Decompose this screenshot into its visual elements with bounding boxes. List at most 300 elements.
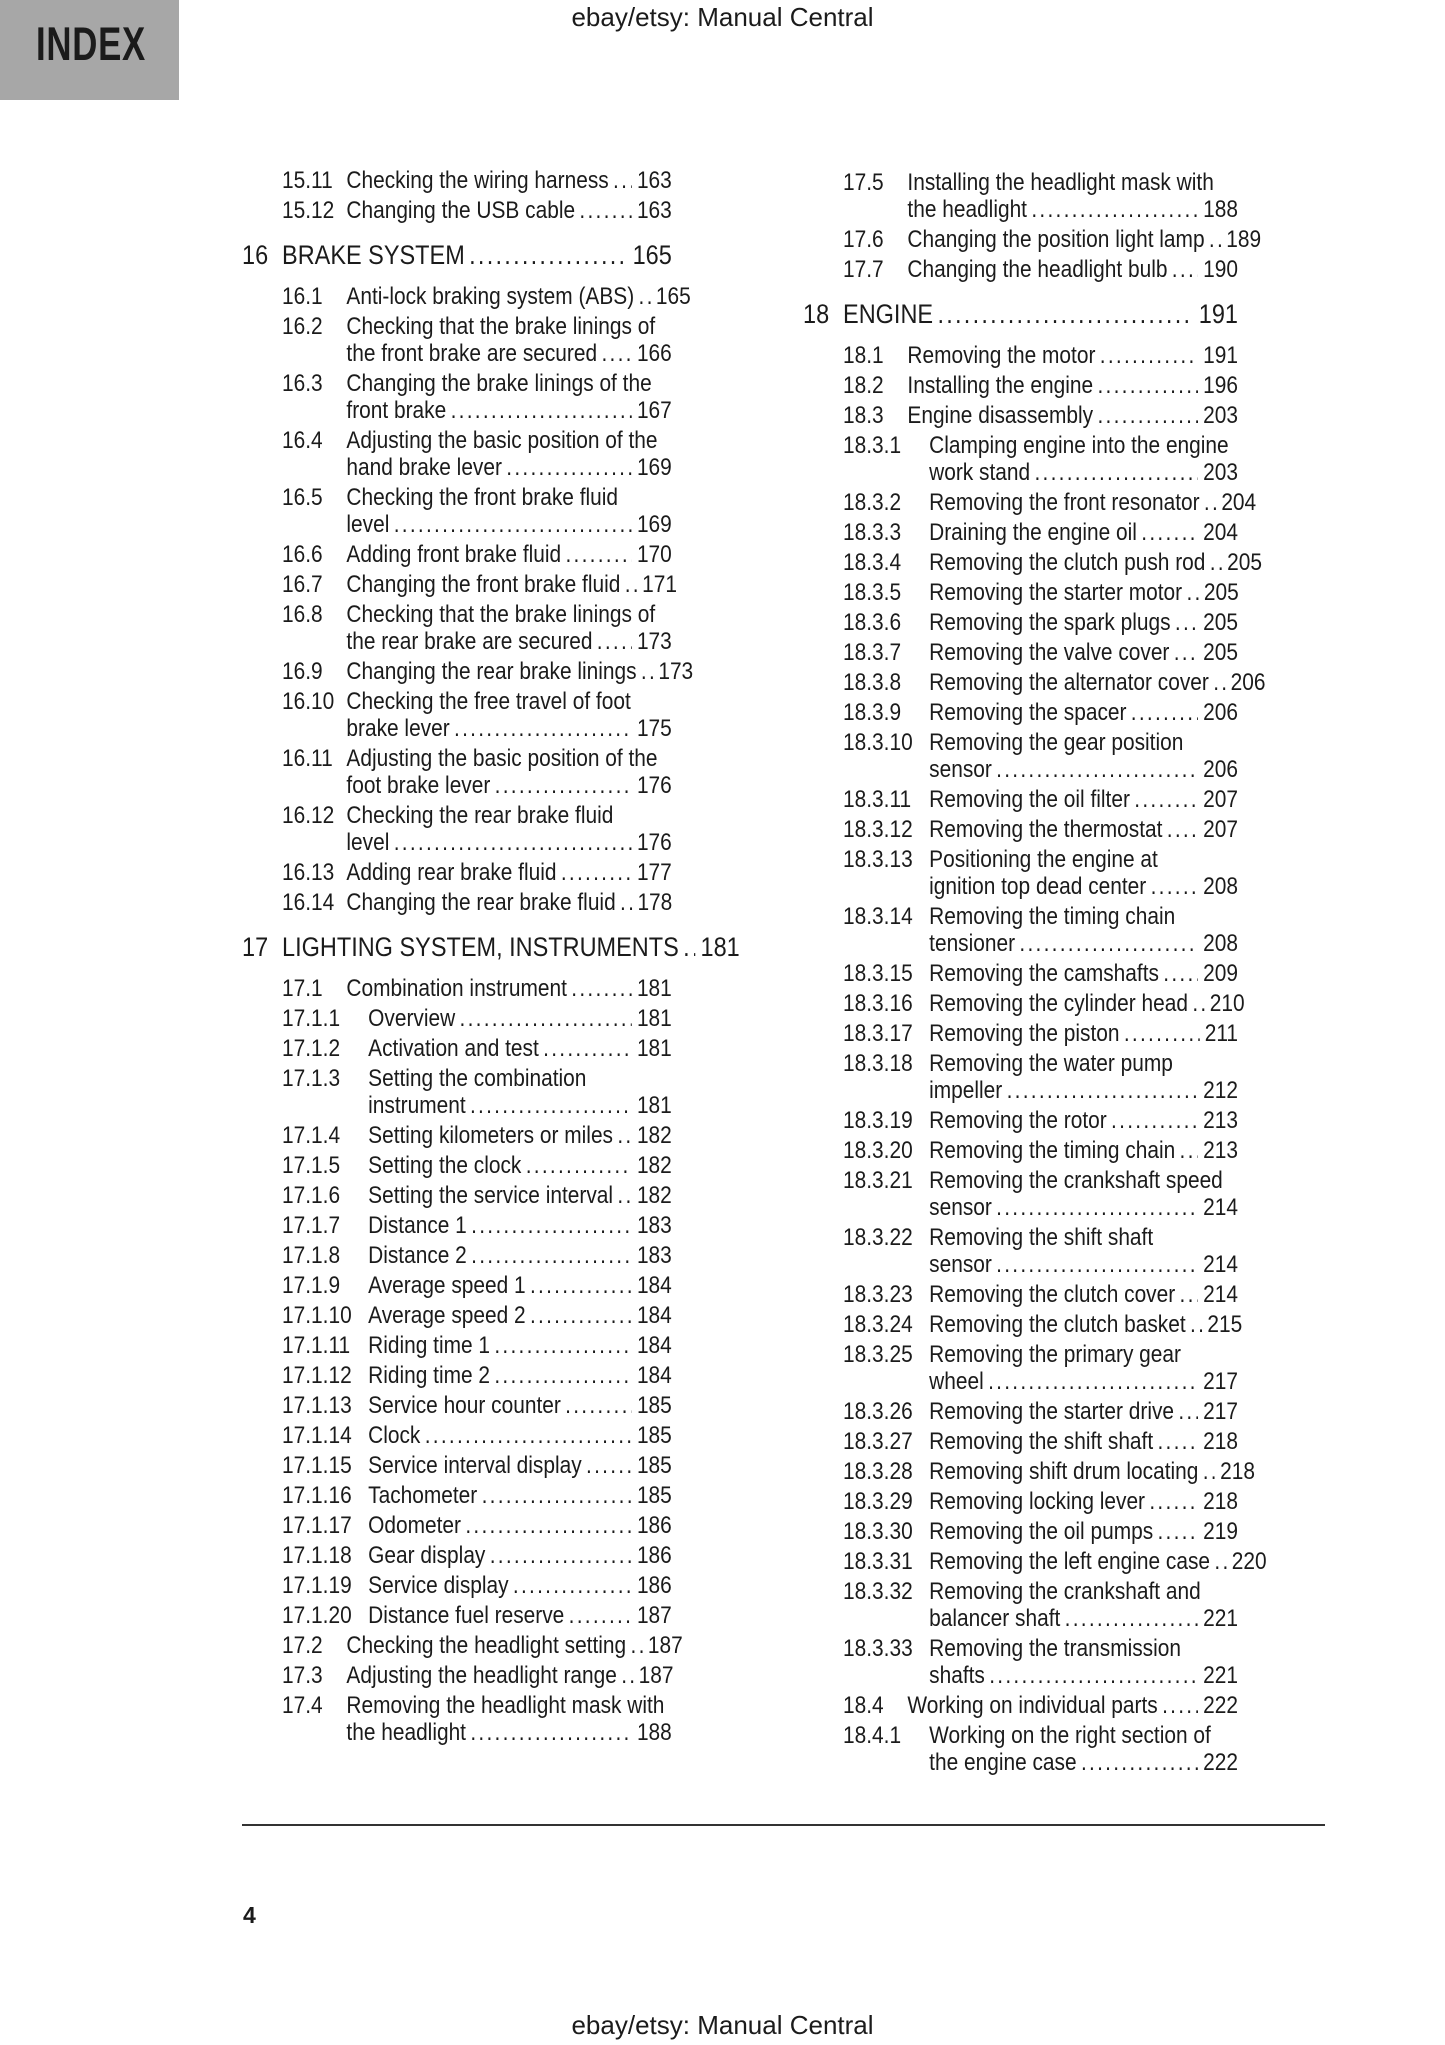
toc-entry-page-number: 178 bbox=[637, 889, 673, 916]
toc-entry-title-line: Working on the right section of bbox=[929, 1722, 1211, 1749]
toc-entry-number: 15.12 bbox=[282, 197, 335, 224]
toc-entry-title: Changing the rear brake linings bbox=[346, 658, 637, 685]
toc-entry-page-number: 165 bbox=[655, 283, 691, 310]
toc-entry-body bbox=[346, 601, 671, 655]
toc-entry bbox=[242, 859, 672, 886]
toc-entry-title: impeller bbox=[929, 1077, 1003, 1104]
toc-entry-title: the front brake are secured bbox=[346, 340, 598, 367]
toc-entry-number: 18.3.13 bbox=[843, 846, 913, 873]
toc-entry-number: 17.1 bbox=[282, 975, 323, 1002]
toc-entry-page-number: 167 bbox=[636, 397, 672, 424]
toc-entry-body bbox=[368, 1152, 672, 1179]
toc-entry-number: 17.3 bbox=[282, 1662, 323, 1689]
toc-entry-body bbox=[929, 609, 1238, 636]
dot-leader bbox=[1141, 519, 1198, 546]
toc-entry-page-number: 177 bbox=[636, 859, 672, 886]
toc-entry-number: 17.1.5 bbox=[282, 1152, 341, 1179]
toc-entry-page-number: 219 bbox=[1203, 1518, 1238, 1545]
toc-entry-page-number: 184 bbox=[636, 1302, 672, 1329]
toc-entry-page-number: 208 bbox=[1203, 873, 1238, 900]
toc-entry-last-line bbox=[929, 609, 1238, 636]
toc-entry-title-line: Checking that the brake linings of bbox=[346, 313, 656, 340]
toc-entry-body bbox=[929, 639, 1238, 666]
toc-entry-last-line bbox=[907, 196, 1238, 223]
toc-entry-title: Removing the clutch basket bbox=[929, 1311, 1186, 1338]
toc-entry-last-line bbox=[346, 975, 671, 1002]
toc-entry-body bbox=[929, 903, 1238, 957]
toc-entry-title: Removing shift drum locating bbox=[929, 1458, 1199, 1485]
dot-leader bbox=[1178, 1398, 1198, 1425]
toc-entry-body bbox=[929, 1722, 1238, 1776]
toc-entry bbox=[803, 699, 1238, 726]
dot-leader bbox=[1204, 489, 1216, 516]
toc-entry-body bbox=[368, 1302, 672, 1329]
toc-entry-body bbox=[929, 960, 1238, 987]
toc-entry-page-number: 171 bbox=[642, 571, 677, 598]
toc-entry-page-number: 204 bbox=[1221, 489, 1257, 516]
toc-entry-number: 18.3.9 bbox=[843, 699, 902, 726]
toc-chapter-entry bbox=[242, 932, 740, 962]
toc-entry-page-number: 181 bbox=[636, 1092, 672, 1119]
toc-entry-page-number: 221 bbox=[1203, 1605, 1238, 1632]
toc-entry bbox=[242, 313, 672, 367]
toc-entry-number: 17.1.7 bbox=[282, 1212, 341, 1239]
toc-entry-page-number: 187 bbox=[636, 1602, 672, 1629]
toc-entry-last-line bbox=[929, 1605, 1238, 1632]
toc-entry-title: shafts bbox=[929, 1662, 985, 1689]
toc-entry-last-line bbox=[907, 342, 1238, 369]
toc-entry-page-number: 222 bbox=[1203, 1692, 1238, 1719]
dot-leader bbox=[394, 511, 632, 538]
toc-entry bbox=[242, 1392, 672, 1419]
toc-entry-title: Setting the service interval bbox=[368, 1182, 614, 1209]
toc-entry-title: Anti-lock braking system (ABS) bbox=[346, 283, 635, 310]
toc-entry-page-number: 165 bbox=[632, 240, 672, 270]
toc-entry-title: Removing the spark plugs bbox=[929, 609, 1171, 636]
toc-entry-page-number: 191 bbox=[1203, 342, 1238, 369]
toc-entry-title-line: Adjusting the basic position of the bbox=[346, 745, 658, 772]
toc-entry-page-number: 215 bbox=[1207, 1311, 1243, 1338]
toc-entry bbox=[803, 786, 1238, 813]
toc-entry-number: 16.3 bbox=[282, 370, 323, 397]
toc-entry-last-line bbox=[929, 669, 1266, 696]
dot-leader bbox=[996, 1251, 1198, 1278]
dot-leader bbox=[465, 1512, 631, 1539]
toc-entry-body bbox=[368, 1035, 672, 1062]
toc-entry-title: Removing the spacer bbox=[929, 699, 1127, 726]
toc-entry-last-line bbox=[346, 1719, 671, 1746]
toc-entry-number: 15.11 bbox=[282, 167, 333, 194]
toc-entry-body bbox=[929, 1398, 1238, 1425]
toc-entry bbox=[803, 1398, 1238, 1425]
toc-entry-number: 17.1.1 bbox=[282, 1005, 341, 1032]
toc-entry-last-line bbox=[907, 1692, 1238, 1719]
dot-leader bbox=[1097, 372, 1197, 399]
toc-entry-number: 17.1.13 bbox=[282, 1392, 352, 1419]
toc-entry-body bbox=[346, 1692, 671, 1746]
toc-entry bbox=[242, 1212, 672, 1239]
toc-entry-last-line bbox=[346, 829, 671, 856]
toc-entry bbox=[242, 1302, 672, 1329]
toc-entry-page-number: 176 bbox=[636, 829, 672, 856]
toc-entry-number: 18.3.10 bbox=[843, 729, 913, 756]
toc-entry-page-number: 186 bbox=[636, 1542, 672, 1569]
toc-entry-last-line bbox=[368, 1122, 672, 1149]
dot-leader bbox=[579, 197, 631, 224]
toc-entry-title: Removing the motor bbox=[907, 342, 1096, 369]
toc-entry-title: Removing the rotor bbox=[929, 1107, 1107, 1134]
toc-entry-body bbox=[346, 484, 671, 538]
toc-entry bbox=[242, 1065, 672, 1119]
toc-entry-title: Removing the piston bbox=[929, 1020, 1120, 1047]
toc-entry-number: 18.3.19 bbox=[843, 1107, 913, 1134]
toc-entry-number: 17.1.9 bbox=[282, 1272, 341, 1299]
toc-entry-last-line bbox=[346, 511, 671, 538]
toc-entry bbox=[803, 1167, 1238, 1221]
dot-leader bbox=[617, 1182, 631, 1209]
toc-entry-last-line bbox=[929, 1518, 1238, 1545]
toc-entry-title: work stand bbox=[929, 459, 1031, 486]
toc-entry-last-line bbox=[346, 397, 671, 424]
toc-entry bbox=[242, 601, 672, 655]
toc-entry-page-number: 209 bbox=[1203, 960, 1238, 987]
toc-entry-title-line: Checking the front brake fluid bbox=[346, 484, 619, 511]
toc-entry-last-line bbox=[368, 1242, 672, 1269]
toc-entry-title: Odometer bbox=[368, 1512, 461, 1539]
toc-entry-page-number: 166 bbox=[636, 340, 672, 367]
toc-entry-page-number: 218 bbox=[1220, 1458, 1255, 1485]
toc-entry-body bbox=[282, 932, 740, 962]
dot-leader bbox=[530, 1302, 632, 1329]
toc-entry-page-number: 183 bbox=[636, 1212, 672, 1239]
toc-entry-last-line bbox=[346, 1662, 674, 1689]
dot-leader bbox=[1007, 1077, 1198, 1104]
toc-entry-title-line: Removing the water pump bbox=[929, 1050, 1173, 1077]
toc-entry-body bbox=[907, 1692, 1238, 1719]
toc-entry-title: the rear brake are secured bbox=[346, 628, 593, 655]
toc-entry-number: 16.2 bbox=[282, 313, 323, 340]
toc-entry-number: 17.4 bbox=[282, 1692, 323, 1719]
toc-entry-last-line bbox=[929, 639, 1238, 666]
toc-entry-number: 18.3 bbox=[843, 402, 884, 429]
toc-entry-number: 18.3.18 bbox=[843, 1050, 913, 1077]
toc-entry-page-number: 163 bbox=[636, 197, 672, 224]
toc-entry-title: Adjusting the headlight range bbox=[346, 1662, 617, 1689]
toc-entry-number: 16.10 bbox=[282, 688, 335, 715]
toc-entry-title: the engine case bbox=[929, 1749, 1077, 1776]
toc-entry bbox=[242, 1152, 672, 1179]
toc-entry-number: 18.3.5 bbox=[843, 579, 902, 606]
toc-entry-page-number: 173 bbox=[636, 628, 672, 655]
toc-entry-last-line bbox=[929, 990, 1245, 1017]
toc-entry-body bbox=[929, 1578, 1238, 1632]
toc-entry-page-number: 181 bbox=[636, 975, 672, 1002]
toc-entry-title: Changing the position light lamp bbox=[907, 226, 1205, 253]
toc-entry-last-line bbox=[368, 1422, 672, 1449]
toc-entry bbox=[242, 283, 691, 310]
toc-entry-last-line bbox=[929, 1020, 1238, 1047]
toc-entry-page-number: 187 bbox=[647, 1632, 683, 1659]
toc-entry bbox=[803, 226, 1262, 253]
toc-entry-page-number: 186 bbox=[636, 1512, 672, 1539]
dot-leader bbox=[460, 1005, 632, 1032]
toc-entry-page-number: 217 bbox=[1203, 1398, 1238, 1425]
toc-entry bbox=[803, 1518, 1238, 1545]
toc-entry-body bbox=[368, 1392, 672, 1419]
toc-entry-body bbox=[929, 432, 1238, 486]
dot-leader bbox=[494, 1332, 631, 1359]
toc-entry bbox=[242, 1272, 672, 1299]
dot-leader bbox=[989, 1662, 1198, 1689]
toc-entry-body bbox=[346, 541, 671, 568]
toc-chapter-entry bbox=[242, 240, 672, 270]
toc-entry-body bbox=[929, 1548, 1267, 1575]
dot-leader bbox=[1149, 1488, 1198, 1515]
toc-entry bbox=[803, 519, 1238, 546]
toc-entry-title-line: Checking the rear brake fluid bbox=[346, 802, 614, 829]
toc-entry-body bbox=[368, 1182, 672, 1209]
dot-leader bbox=[1190, 1311, 1202, 1338]
toc-entry bbox=[803, 1137, 1238, 1164]
toc-entry-title: Gear display bbox=[368, 1542, 486, 1569]
toc-entry-number: 18.4.1 bbox=[843, 1722, 902, 1749]
toc-entry bbox=[242, 1452, 672, 1479]
toc-entry-title: Removing the starter drive bbox=[929, 1398, 1175, 1425]
toc-entry-number: 18.3.3 bbox=[843, 519, 902, 546]
toc-entry bbox=[242, 1242, 672, 1269]
toc-entry-title: Removing the oil filter bbox=[929, 786, 1130, 813]
toc-entry-last-line bbox=[368, 1572, 672, 1599]
dot-leader bbox=[1081, 1749, 1198, 1776]
toc-entry-body bbox=[929, 1020, 1238, 1047]
toc-entry-title: Adding rear brake fluid bbox=[346, 859, 557, 886]
dot-leader bbox=[1124, 1020, 1200, 1047]
dot-leader bbox=[1019, 930, 1198, 957]
toc-entry bbox=[242, 1632, 683, 1659]
toc-entry-title-line: Installing the headlight mask with bbox=[907, 169, 1214, 196]
footer-doc-title: ebay/etsy: Manual Central bbox=[571, 2010, 874, 2040]
toc-entry-number: 18.4 bbox=[843, 1692, 884, 1719]
toc-entry-title: Checking the headlight setting bbox=[346, 1632, 627, 1659]
toc-entry-number: 17.1.14 bbox=[282, 1422, 352, 1449]
toc-entry bbox=[803, 609, 1238, 636]
dot-leader bbox=[1180, 1281, 1198, 1308]
toc-entry-title-line: Checking that the brake linings of bbox=[346, 601, 656, 628]
toc-entry-number: 17 bbox=[242, 932, 269, 962]
toc-entry-number: 18.3.31 bbox=[843, 1548, 913, 1575]
dot-leader bbox=[530, 1272, 632, 1299]
toc-entry-page-number: 182 bbox=[636, 1152, 672, 1179]
toc-entry-body bbox=[929, 1341, 1238, 1395]
toc-entry-title: hand brake lever bbox=[346, 454, 502, 481]
toc-entry-title-line: Clamping engine into the engine bbox=[929, 432, 1229, 459]
toc-entry bbox=[242, 1005, 672, 1032]
toc-entry-body bbox=[929, 1311, 1243, 1338]
toc-entry-last-line bbox=[282, 932, 740, 962]
toc-entry-title: Working on individual parts bbox=[907, 1692, 1158, 1719]
toc-entry-last-line bbox=[843, 299, 1238, 329]
toc-entry bbox=[242, 1512, 672, 1539]
toc-entry-number: 18.3.22 bbox=[843, 1224, 913, 1251]
dot-leader bbox=[495, 772, 632, 799]
toc-entry-number: 17.2 bbox=[282, 1632, 323, 1659]
dot-leader bbox=[561, 859, 632, 886]
dot-leader bbox=[631, 1632, 643, 1659]
toc-entry-title: Removing the clutch push rod bbox=[929, 549, 1206, 576]
dot-leader bbox=[451, 397, 632, 424]
toc-entry-body bbox=[843, 299, 1238, 329]
toc-entry-last-line bbox=[929, 1428, 1238, 1455]
toc-entry-number: 18.3.4 bbox=[843, 549, 902, 576]
dot-leader bbox=[543, 1035, 632, 1062]
dot-leader bbox=[569, 1602, 632, 1629]
toc-entry-number: 18.3.12 bbox=[843, 816, 913, 843]
toc-entry bbox=[803, 1488, 1238, 1515]
toc-entry-number: 17.1.10 bbox=[282, 1302, 352, 1329]
dot-leader bbox=[937, 299, 1193, 329]
toc-entry-title: LIGHTING SYSTEM, INSTRUMENTS bbox=[282, 932, 679, 962]
toc-entry-last-line bbox=[346, 628, 671, 655]
toc-entry-body bbox=[907, 342, 1238, 369]
toc-entry-title: balancer shaft bbox=[929, 1605, 1061, 1632]
toc-entry-page-number: 213 bbox=[1203, 1107, 1238, 1134]
toc-entry-last-line bbox=[929, 1662, 1238, 1689]
toc-entry-last-line bbox=[929, 1488, 1238, 1515]
toc-entry-title: the headlight bbox=[907, 196, 1027, 223]
toc-entry-last-line bbox=[929, 930, 1238, 957]
toc-entry bbox=[803, 1722, 1238, 1776]
dot-leader bbox=[470, 1719, 631, 1746]
toc-entry-number: 16.12 bbox=[282, 802, 335, 829]
toc-entry-number: 17.1.15 bbox=[282, 1452, 352, 1479]
dot-leader bbox=[1213, 669, 1225, 696]
toc-entry-page-number: 212 bbox=[1203, 1077, 1238, 1104]
toc-entry-number: 17.1.3 bbox=[282, 1065, 341, 1092]
toc-entry-number: 17.1.17 bbox=[282, 1512, 352, 1539]
toc-entry-number: 18.2 bbox=[843, 372, 884, 399]
dot-leader bbox=[586, 1452, 632, 1479]
toc-entry-page-number: 214 bbox=[1203, 1194, 1238, 1221]
toc-entry-page-number: 217 bbox=[1203, 1368, 1238, 1395]
toc-entry-title: Activation and test bbox=[368, 1035, 539, 1062]
toc-entry-title: Distance fuel reserve bbox=[368, 1602, 565, 1629]
toc-entry bbox=[803, 1224, 1238, 1278]
toc-entry-body bbox=[929, 1050, 1238, 1104]
toc-entry-last-line bbox=[346, 1632, 683, 1659]
toc-entry-number: 18.3.33 bbox=[843, 1635, 913, 1662]
toc-entry-last-line bbox=[929, 489, 1257, 516]
dot-leader bbox=[1111, 1107, 1198, 1134]
toc-entry-body bbox=[346, 571, 677, 598]
toc-entry-body bbox=[929, 519, 1238, 546]
toc-entry-title: Removing the left engine case bbox=[929, 1548, 1211, 1575]
toc-column-right bbox=[803, 169, 1267, 1779]
toc-entry-number: 18.3.14 bbox=[843, 903, 913, 930]
dot-leader bbox=[471, 1242, 632, 1269]
toc-entry-last-line bbox=[346, 772, 671, 799]
toc-entry-body bbox=[368, 1272, 672, 1299]
toc-entry-last-line bbox=[929, 786, 1238, 813]
toc-entry-title: sensor bbox=[929, 1194, 992, 1221]
toc-entry-title: Removing the clutch cover bbox=[929, 1281, 1176, 1308]
dot-leader bbox=[996, 756, 1198, 783]
toc-entry-title: Changing the rear brake fluid bbox=[346, 889, 616, 916]
toc-entry bbox=[242, 802, 672, 856]
toc-entry-number: 18.3.25 bbox=[843, 1341, 913, 1368]
toc-entry-title: wheel bbox=[929, 1368, 984, 1395]
toc-entry-body bbox=[929, 816, 1238, 843]
toc-entry-body bbox=[368, 1512, 672, 1539]
dot-leader bbox=[1157, 1428, 1197, 1455]
toc-entry-title: front brake bbox=[346, 397, 447, 424]
toc-entry-page-number: 190 bbox=[1203, 256, 1238, 283]
toc-entry-number: 18.3.1 bbox=[843, 432, 902, 459]
toc-entry-body bbox=[929, 1167, 1238, 1221]
toc-entry-body bbox=[929, 1488, 1238, 1515]
dot-leader bbox=[639, 283, 651, 310]
toc-entry-page-number: 214 bbox=[1203, 1281, 1238, 1308]
toc-entry-body bbox=[907, 402, 1238, 429]
toc-entry-number: 18.3.28 bbox=[843, 1458, 913, 1485]
toc-entry bbox=[242, 688, 672, 742]
toc-entry-last-line bbox=[929, 1194, 1238, 1221]
toc-entry-body bbox=[929, 669, 1266, 696]
toc-entry-last-line bbox=[929, 1251, 1238, 1278]
toc-entry bbox=[242, 1362, 672, 1389]
toc-entry-last-line bbox=[368, 1182, 672, 1209]
toc-entry-title: Removing the timing chain bbox=[929, 1137, 1176, 1164]
toc-entry-page-number: 211 bbox=[1204, 1020, 1238, 1047]
footer-page-number: 4 bbox=[243, 1902, 256, 1928]
toc-entry bbox=[242, 975, 672, 1002]
toc-entry-page-number: 185 bbox=[636, 1482, 672, 1509]
toc-entry-number: 18.3.15 bbox=[843, 960, 913, 987]
toc-entry bbox=[803, 1281, 1238, 1308]
toc-entry-page-number: 207 bbox=[1203, 816, 1238, 843]
toc-entry-number: 18.3.16 bbox=[843, 990, 913, 1017]
toc-entry-last-line bbox=[929, 579, 1238, 606]
toc-entry-number: 18.3.7 bbox=[843, 639, 902, 666]
toc-entry bbox=[242, 541, 672, 568]
toc-entry-title: Riding time 1 bbox=[368, 1332, 491, 1359]
toc-entry-last-line bbox=[368, 1005, 672, 1032]
toc-entry-page-number: 186 bbox=[636, 1572, 672, 1599]
dot-leader bbox=[494, 1362, 631, 1389]
toc-entry bbox=[803, 489, 1257, 516]
toc-entry bbox=[242, 1122, 672, 1149]
toc-entry-body bbox=[346, 167, 671, 194]
toc-entry bbox=[803, 1311, 1243, 1338]
toc-entry-number: 17.1.11 bbox=[282, 1332, 351, 1359]
toc-entry-page-number: 213 bbox=[1203, 1137, 1238, 1164]
toc-entry-page-number: 203 bbox=[1203, 459, 1238, 486]
dot-leader bbox=[996, 1194, 1198, 1221]
toc-entry-title: Changing the headlight bulb bbox=[907, 256, 1168, 283]
toc-entry bbox=[242, 1602, 672, 1629]
toc-entry-last-line bbox=[907, 372, 1238, 399]
toc-entry-title: Removing the starter motor bbox=[929, 579, 1183, 606]
toc-entry-number: 17.6 bbox=[843, 226, 884, 253]
toc-entry-number: 16 bbox=[242, 240, 269, 270]
toc-entry-title: Draining the engine oil bbox=[929, 519, 1137, 546]
toc-entry-body bbox=[368, 1362, 672, 1389]
toc-entry-page-number: 207 bbox=[1203, 786, 1238, 813]
toc-entry bbox=[803, 372, 1238, 399]
toc-entry-page-number: 222 bbox=[1203, 1749, 1238, 1776]
dot-leader bbox=[565, 541, 631, 568]
toc-entry bbox=[242, 889, 672, 916]
dot-leader bbox=[469, 240, 627, 270]
